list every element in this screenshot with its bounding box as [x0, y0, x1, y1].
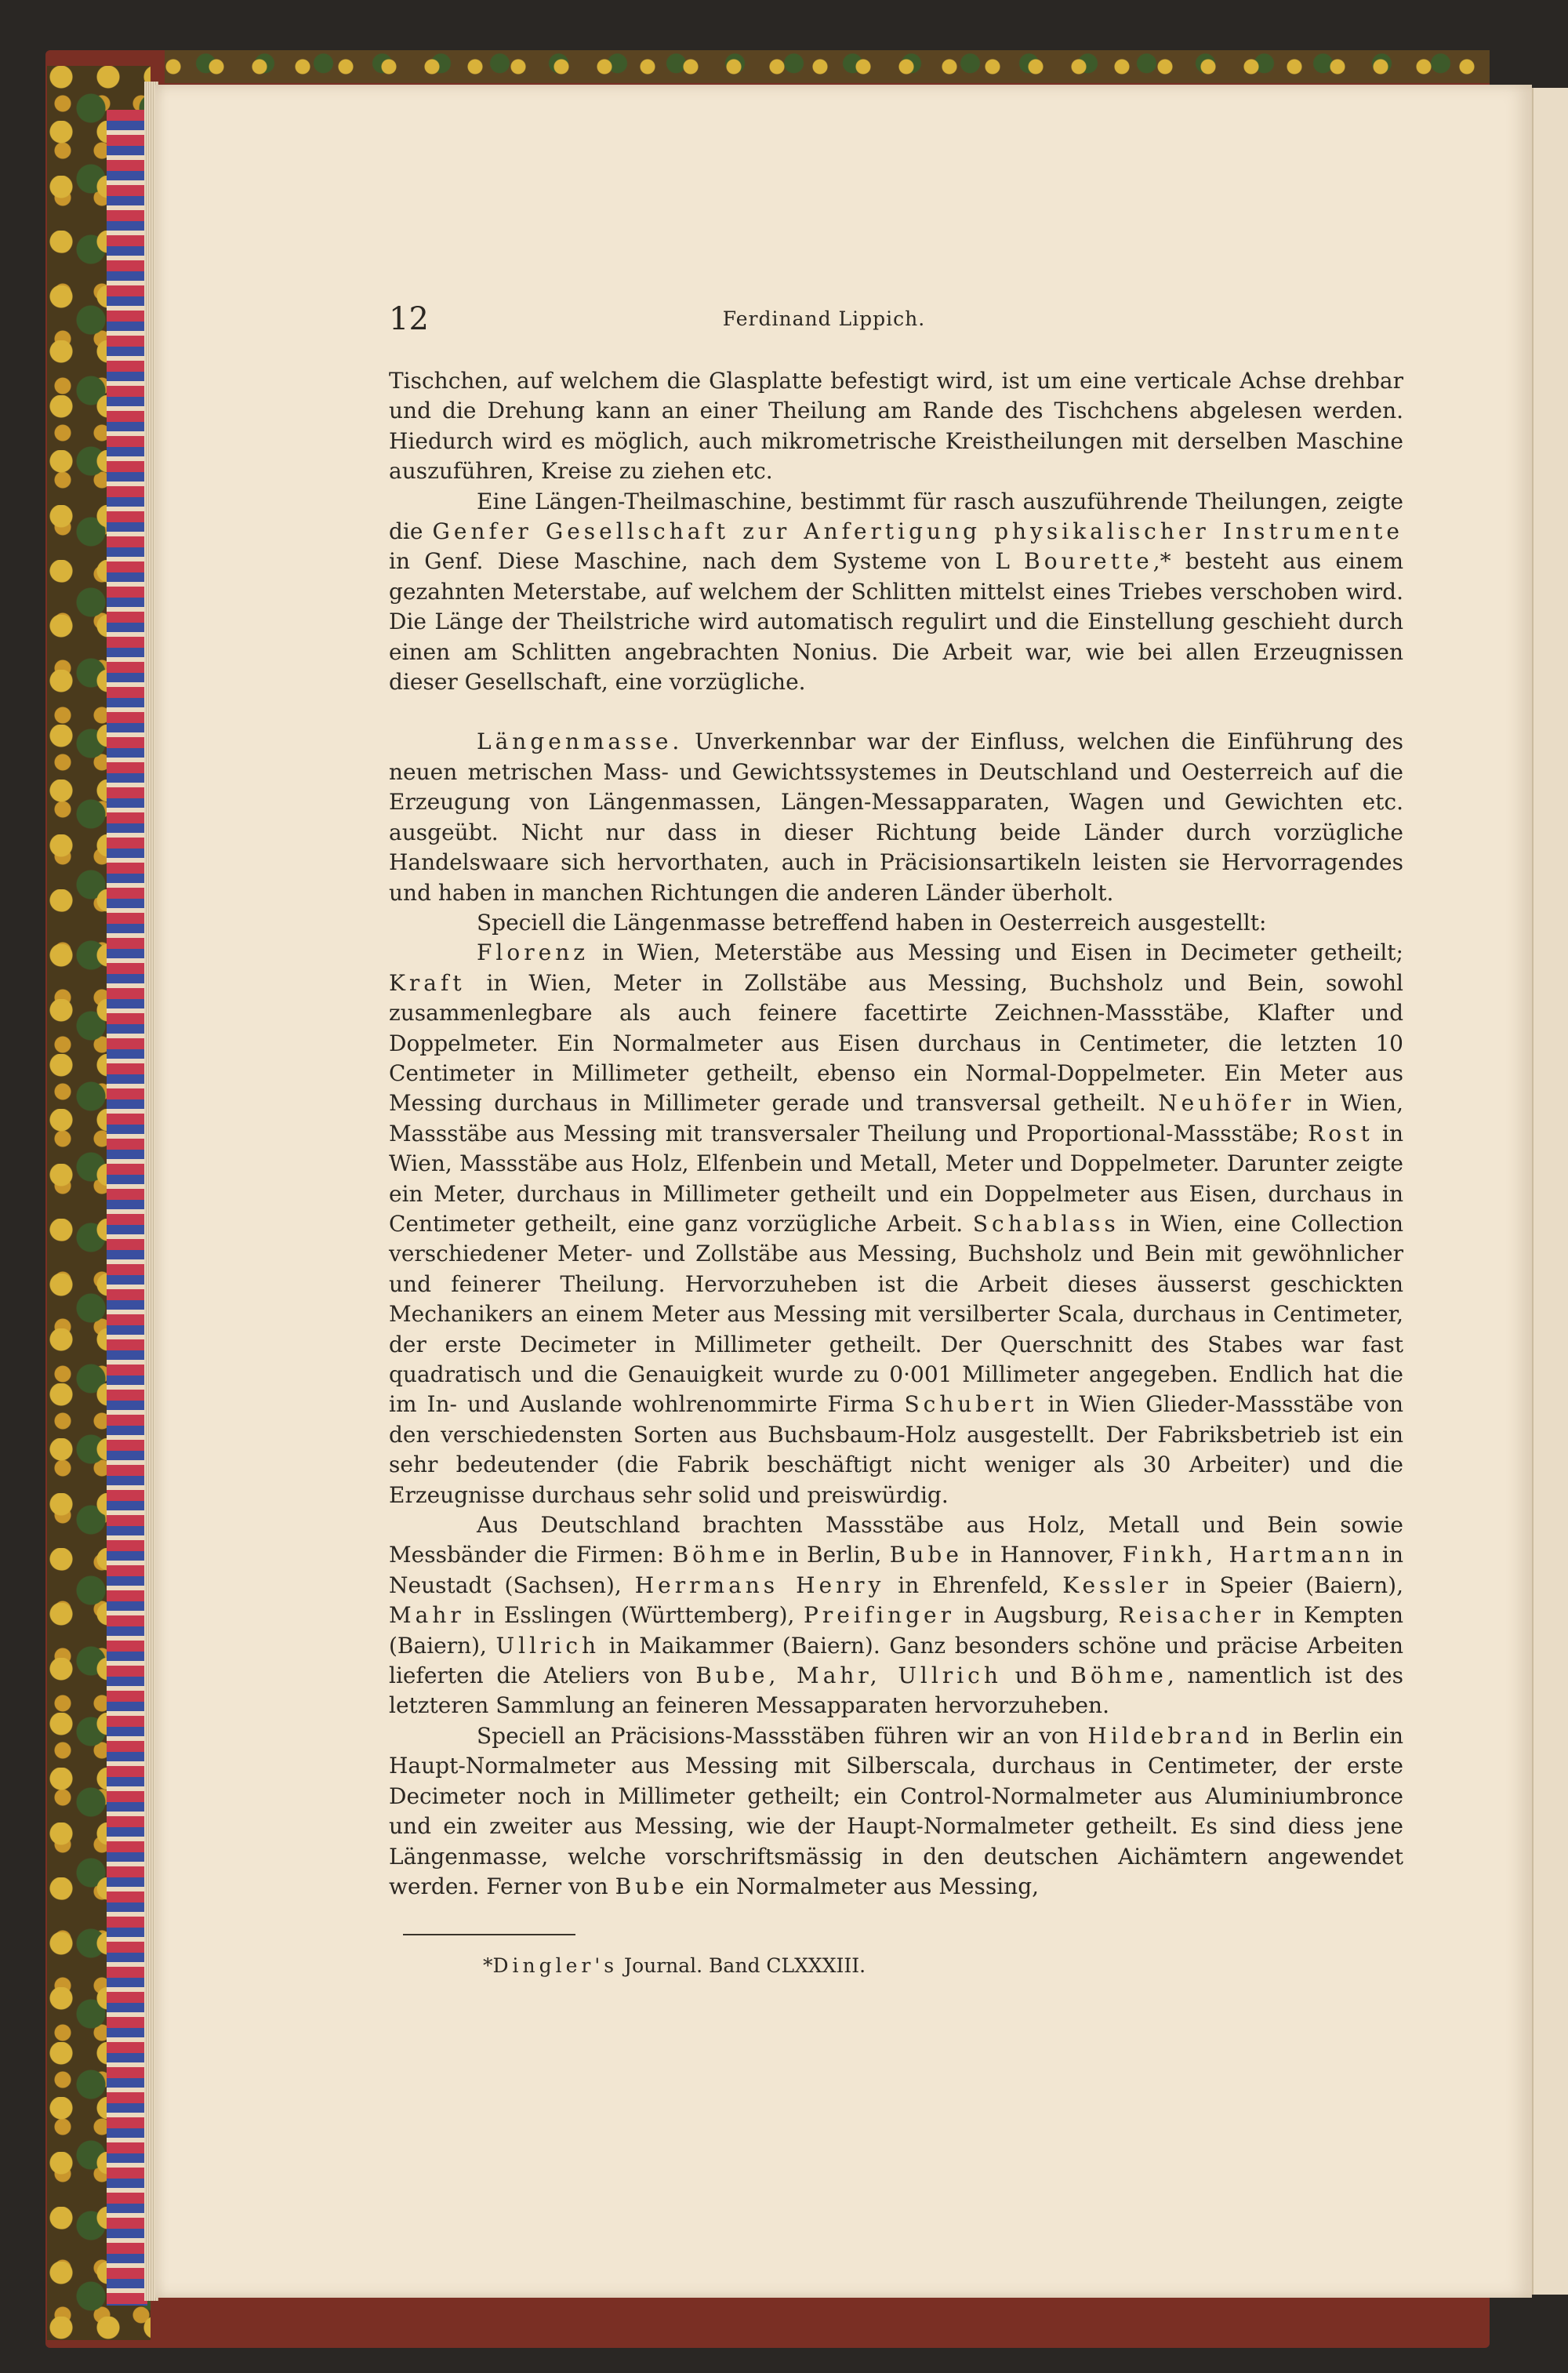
paragraph [389, 1721, 1403, 1902]
text-run: in Hannover, [962, 1542, 1123, 1568]
text-run: Unverkennbar war der Einfluss, welchen die Einführung des neuen metrischen Mass- und Gewichtssystemes in Deutschland und Oesterreich auf die Erzeugung von Längenmassen, Längen-Messapparaten, Wagen und Gewichten etc. ausgeübt. Nicht nur dass in dieser Richtung beide Länder durch vorzügliche Handelswaare sich hervorthaten, auch in Präcisionsartikeln leisten sie Hervorragendes und haben in manchen Richtungen die anderen Länder überholt. [389, 729, 1403, 906]
text-run: in Wien Glieder-Massstäbe von den verschiedensten Sorten aus Buchsbaum-Holz ausgestellt. Der Fabriksbetrieb ist ein sehr bedeutender (die Fabrik beschäftigt nicht weniger als 30 Arbeiter) und die Erzeugnisse durchaus sehr solid und preiswürdig. [389, 1391, 1404, 1508]
footnote-text: Journal. Band CLXXXIII. [618, 1954, 866, 1977]
text-run: in Neustadt (Sachsen), [389, 1542, 1404, 1598]
spaced-name: Böhme [1070, 1663, 1167, 1689]
body-text [389, 366, 1403, 1902]
running-head-author: Ferdinand Lippich. [722, 307, 926, 330]
text-run: in Wien, Massstäbe aus Holz, Elfenbein und Metall, Meter und Doppelmeter. Darunter zeigte ein Meter, durchaus in Millimeter getheilt und ein Doppelmeter aus Eisen, durchaus in Centimeter getheilt, eine ganz vorzügliche Arbeit. [389, 1120, 1403, 1237]
footnote [483, 1953, 866, 1979]
marbled-page-edge [107, 110, 147, 2306]
section-heading: Längenmasse. [477, 729, 684, 755]
spaced-name: Florenz [477, 939, 589, 966]
spaced-name: Herrmans Henry [634, 1572, 885, 1598]
paragraph [389, 938, 1403, 1510]
page-number: 12 [389, 301, 429, 337]
text-run: Eine Längen-Theilmaschine, bestimmt für rasch auszuführende Theilungen, zeigte die [389, 488, 1403, 545]
facing-page-edge [1532, 88, 1568, 2295]
spaced-name: Bube [889, 1542, 963, 1568]
spaced-name: Schubert [904, 1391, 1038, 1418]
section-paragraph [389, 727, 1403, 907]
text-run: ,* besteht aus einem gezahnten Meterstabe, auf welchem der Schlitten mittelst eines Triebes verschoben wird. Die Länge der Theilstriche wird automatisch regulirt und die Einstellung geschieht durch einen am Schlitten angebrachten Nonius. Die Arbeit war, wie bei allen Erzeugnissen dieser Gesellschaft, eine vorzügliche. [389, 548, 1403, 696]
text-run: in Wien, Meter in Zollstäbe aus Messing, Buchsholz und Bein, sowohl zusammenlegbare als auch feinere facettirte Zeichnen-Massstäbe, Klafter und Doppelmeter. Ein Normalmeter aus Eisen durchaus in Centimeter, die letzten 10 Centimeter in Millimeter getheilt, ebenso ein Normal-Doppelmeter. Ein Meter aus Messing durchaus in Millimeter gerade und transversal getheilt. [389, 969, 1403, 1117]
text-run: in Esslingen (Württemberg), [464, 1602, 804, 1629]
spaced-name: Bube [615, 1873, 688, 1899]
paragraph: Speciell die Längenmasse betreffend haben in Oesterreich ausgestellt: [477, 909, 1267, 936]
text-run: und [1001, 1663, 1071, 1689]
footnote-marker: * [483, 1954, 493, 1977]
text-run: Aus Deutschland brachten Massstäbe aus Holz, Metall und Bein sowie Messbänder die Firmen: [389, 1512, 1403, 1568]
text-run: in Ehrenfeld, [884, 1572, 1063, 1598]
running-head [232, 300, 1416, 347]
text-run: in Genf. Diese Maschine, nach dem Systeme von L [389, 548, 1025, 575]
spaced-name: Reisacher [1118, 1602, 1265, 1629]
spaced-name: Mahr [389, 1602, 465, 1629]
spaced-name: Bube, Mahr, Ullrich [695, 1663, 1002, 1689]
footnote-rule [403, 1934, 575, 1935]
text-run: in Augsburg, [954, 1602, 1119, 1629]
spaced-name: Hildebrand [1087, 1722, 1254, 1749]
spaced-name: Bourette [1024, 548, 1153, 575]
spaced-name: Schablass [972, 1210, 1120, 1237]
text-run: in Wien, Massstäbe aus Messing mit transversaler Theilung und Proportional-Massstäbe; [389, 1090, 1403, 1147]
text-run: in Wien, Meterstäbe aus Messing und Eisen in Decimeter getheilt; [588, 939, 1403, 966]
marbled-cover-top [165, 50, 1490, 83]
text-run: ein Normalmeter aus Messing, [688, 1873, 1040, 1899]
spaced-name: Neuhöfer [1158, 1090, 1295, 1117]
text-run: , namentlich ist des letzteren Sammlung an feineren Messapparaten hervorzuheben. [389, 1663, 1403, 1719]
spaced-name: Ullrich [495, 1632, 601, 1659]
text-run: in Kempten (Baiern), [389, 1602, 1404, 1659]
spaced-name: Kraft [389, 969, 466, 996]
spaced-name: Kessler [1062, 1572, 1172, 1598]
paragraph [389, 1510, 1403, 1721]
text-run: in Maikammer (Baiern). Ganz besonders schöne und präcise Arbeiten lieferten die Ateliers von [389, 1632, 1403, 1689]
text-run: in Berlin ein Haupt-Normalmeter aus Messing mit Silberscala, durchaus in Centimeter, der erste Decimeter noch in Millimeter getheilt; ein Control-Normalmeter aus Aluminiumbronce und ein zweiter aus Messing, wie der Haupt-Normalmeter getheilt. Es sind diess jene Längenmasse, welche vorschriftsmässig in den deutschen Aichämtern angewendet werden. Ferner von [389, 1722, 1403, 1899]
text-run: in Speier (Baiern), [1171, 1572, 1403, 1598]
spaced-name: Finkh, Hartmann [1122, 1542, 1374, 1568]
text-run: in Wien, eine Collection verschiedener Meter- und Zollstäbe aus Messing, Buchsholz und Bein mit gewöhnlicher und feinerer Theilung. Hervorzuheben ist die Arbeit dieses äusserst geschickten Mechanikers an einem Meter aus Messing mit versilberter Scala, durchaus in Centimeter, der erste Decimeter in Millimeter getheilt. Der Querschnitt des Stabes war fast quadratisch und die Genauigkeit wurde zu 0·001 Millimeter angegeben. Endlich hat die im In- und Auslande wohlrenommirte Firma [389, 1210, 1403, 1418]
spaced-name: Dingler's [492, 1954, 619, 1977]
spaced-name: Rost [1308, 1120, 1374, 1147]
paragraph: Tischchen, auf welchem die Glasplatte befestigt wird, ist um eine verticale Achse drehbar und die Drehung kann an einer Theilung am Rande des Tischchens abgelesen werden. Hiedurch wird es möglich, auch mikrometrische Kreistheilungen mit derselben Maschine auszuführen, Kreise zu ziehen etc. [389, 368, 1403, 485]
spaced-name: Böhme [672, 1542, 770, 1568]
text-run: in Berlin, [769, 1542, 890, 1568]
paragraph [389, 487, 1403, 698]
text-run: Speciell an Präcisions-Massstäben führen wir an von [477, 1722, 1088, 1749]
spaced-name: Genfer Gesellschaft zur Anfertigung physikalischer Instrumente [432, 518, 1403, 545]
spaced-name: Preifinger [804, 1602, 955, 1629]
